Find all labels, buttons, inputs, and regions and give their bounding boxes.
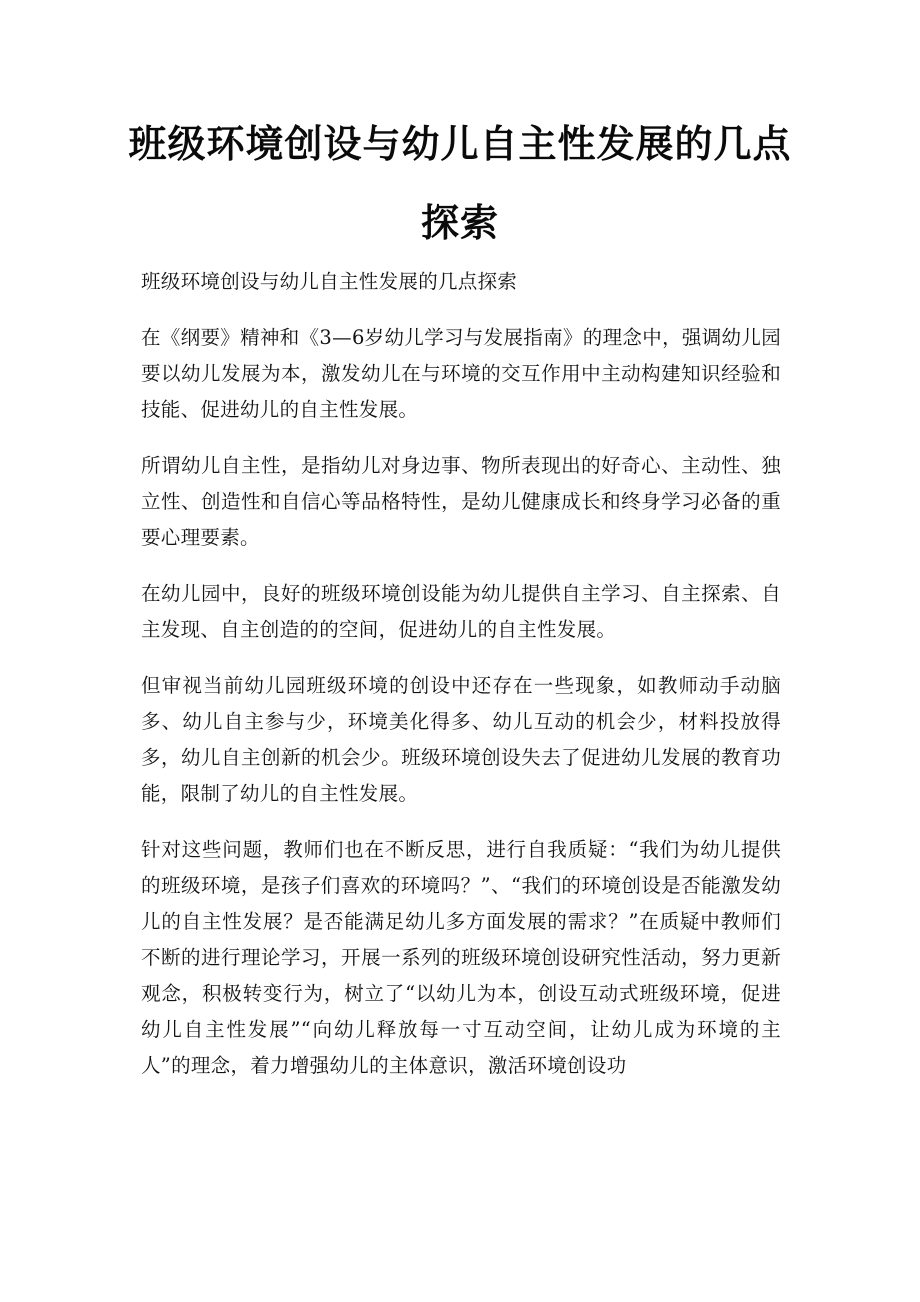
paragraph-reflection: 针对这些问题，教师们也在不断反思，进行自我质疑：“我们为幼儿提供的班级环境，是孩子们喜欢的环境吗？”、“我们的环境创设是否能激发幼儿的自主性发展？是否能满足幼儿多方面发展的需求？”在质疑中教师们不断的进行理论学习，开展一系列的班级环境创设研究性活动，努力更新观念，积极转变行为，树立了“以幼儿为本，创设互动式班级环境，促进幼儿自主性发展”“向幼儿释放每一寸互动空间，让幼儿成为环境的主人”的理念，着力增强幼儿的主体意识，激活环境创设功 [141, 838, 781, 1077]
paragraph-subtitle: 班级环境创设与幼儿自主性发展的几点探索 [141, 270, 518, 293]
paragraph-problems: 但审视当前幼儿园班级环境的创设中还存在一些现象，如教师动手动脑多、幼儿自主参与少，环境美化得多、幼儿互动的机会少，材料投放得多，幼儿自主创新的机会少。班级环境创设失去了促进幼儿发展的教育功能，限制了幼儿的自主性发展。 [141, 674, 781, 805]
document-body [141, 264, 781, 1104]
paragraph-intro: 在《纲要》精神和《3—6岁幼儿学习与发展指南》的理念中，强调幼儿园要以幼儿发展为本，激发幼儿在与环境的交互作用中主动构建知识经验和技能、促进幼儿的自主性发展。 [141, 326, 781, 421]
paragraph-environment: 在幼儿园中，良好的班级环境创设能为幼儿提供自主学习、自主探索、自主发现、自主创造的的空间，促进幼儿的自主性发展。 [141, 582, 781, 641]
paragraph-definition: 所谓幼儿自主性，是指幼儿对身边事、物所表现出的好奇心、主动性、独立性、创造性和自信心等品格特性，是幼儿健康成长和终身学习必备的重要心理要素。 [141, 454, 781, 549]
document-title: 班级环境创设与幼儿自主性发展的几点探索 [128, 122, 792, 245]
